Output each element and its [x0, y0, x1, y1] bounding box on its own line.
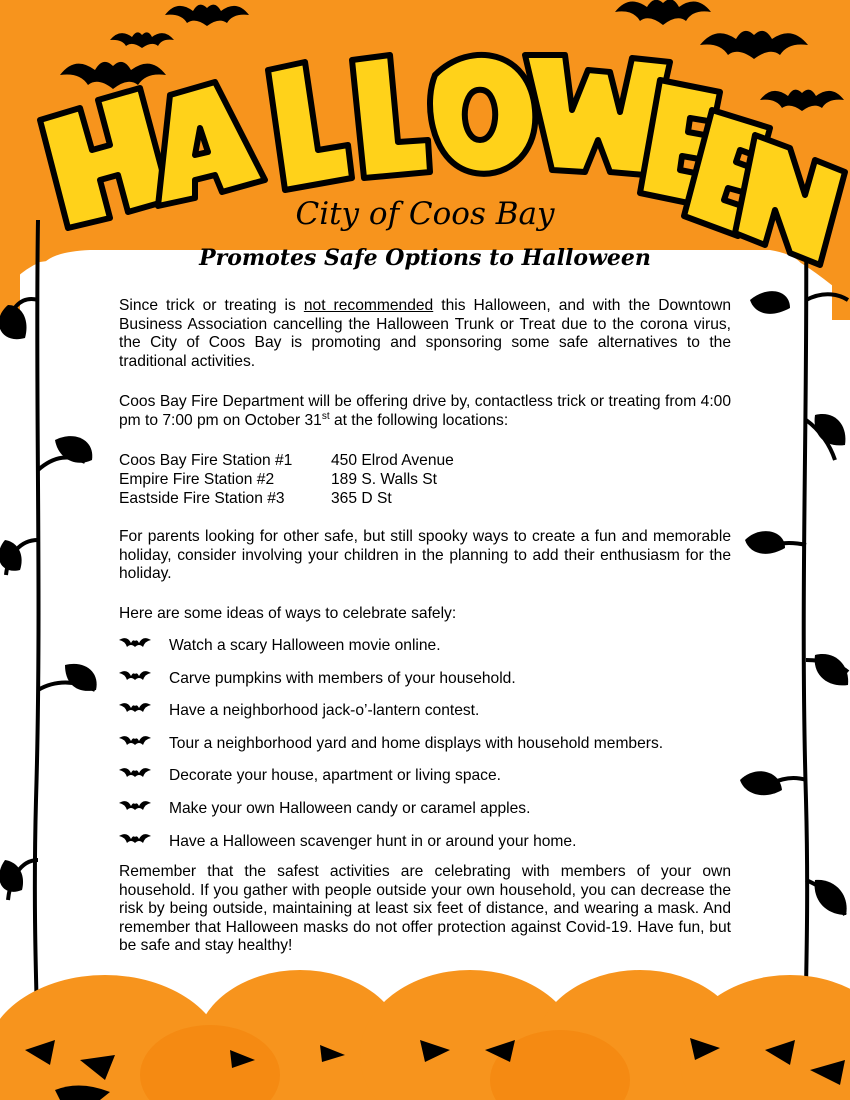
ideas-heading: Here are some ideas of ways to celebrate safely:: [119, 605, 457, 622]
list-item: Decorate your house, apartment or living space.: [119, 764, 759, 797]
list-item: Carve pumpkins with members of your household.: [119, 667, 759, 700]
bat-icon: [119, 702, 151, 716]
station-row: Eastside Fire Station #3 365 D St: [119, 490, 392, 507]
not-recommended-text: not recommended: [303, 297, 434, 314]
list-item: Have a Halloween scavenger hunt in or around your home.: [119, 830, 759, 863]
bat-icon: [119, 735, 151, 749]
page-title: City of Coos Bay: [295, 196, 555, 232]
intro-paragraph: Since trick or treating is not recommended this Halloween, and with the Downtown Business Association cancelling the Halloween Trunk or Treat due to the corona virus, the City of Coos Bay is promoting and sponsoring some safe alternatives to the traditional activities.: [119, 297, 732, 370]
closing-paragraph: Remember that the safest activities are celebrating with members of your own household. If you gather with people outside your own household, you can decrease the risk by being outside, maintaining at least six feet of distance, and wearing a mask. And remember that Halloween masks do not offer protection against Covid-19. Have fun, but be safe and stay healthy!: [119, 863, 731, 955]
list-item: Tour a neighborhood yard and home displays with household members.: [119, 732, 759, 765]
fire-department-paragraph: Coos Bay Fire Department will be offering drive by, contactless trick or treating from 4:00 pm to 7:00 pm on October 31st at the following locations:: [119, 393, 731, 429]
list-item: Have a neighborhood jack-o’-lantern contest.: [119, 699, 759, 732]
bat-icon: [119, 670, 151, 684]
bat-icon: [119, 637, 151, 651]
fire-station-list: [119, 451, 454, 508]
orange-frame-right: [832, 0, 850, 320]
station-row: Empire Fire Station #2 189 S. Walls St: [119, 471, 438, 488]
station-row: Coos Bay Fire Station #1 450 Elrod Avenue: [119, 452, 454, 469]
list-item: Watch a scary Halloween movie online.: [119, 634, 759, 667]
bat-icon: [119, 833, 151, 847]
list-item: Make your own Halloween candy or caramel apples.: [119, 797, 759, 830]
bat-icon: [119, 767, 151, 781]
parents-paragraph: For parents looking for other safe, but still spooky ways to create a fun and memorable holiday, consider involving your children in the planning to add their enthusiasm for the holiday.: [119, 528, 731, 583]
page-subtitle: Promotes Safe Options to Halloween: [199, 245, 651, 271]
ideas-list: [119, 634, 759, 862]
orange-frame-left: [0, 0, 20, 320]
bat-icon: [119, 800, 151, 814]
